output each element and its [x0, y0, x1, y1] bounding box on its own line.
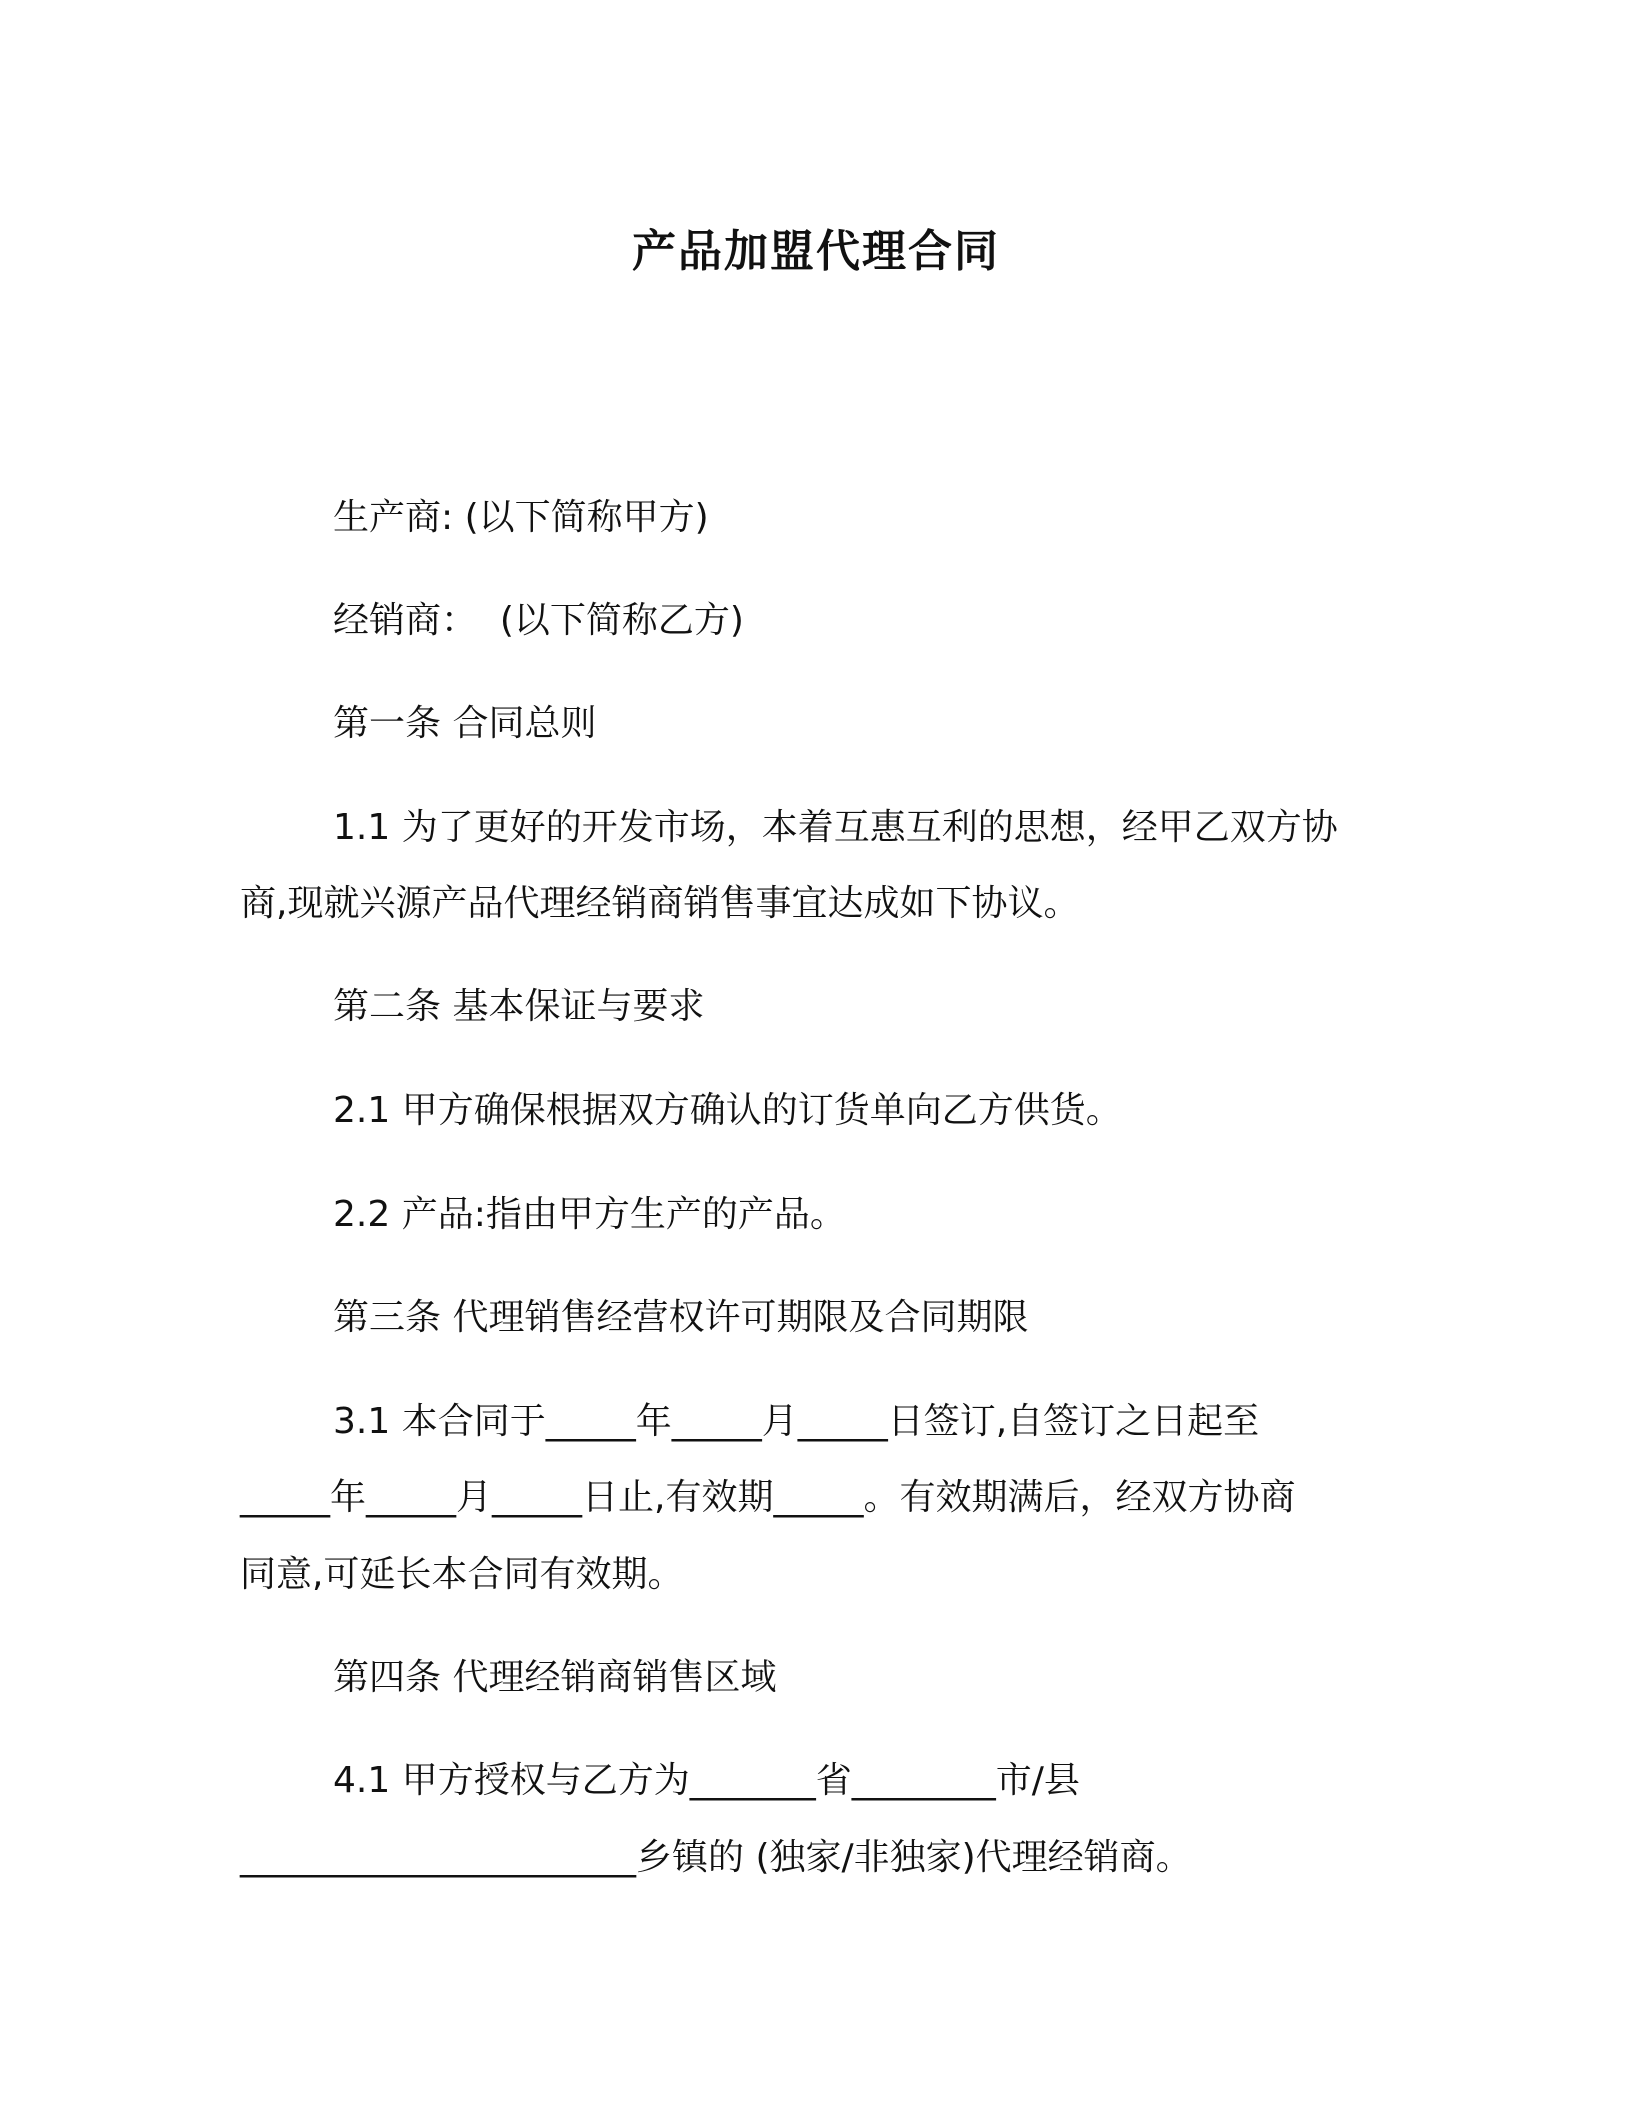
- article-4-heading: 第四条 代理经销商销售区域: [333, 1657, 777, 1698]
- distributor-line: 经销商： (以下简称乙方): [333, 600, 744, 641]
- article-1-heading: 第一条 合同总则: [333, 703, 597, 744]
- clause-3-1-line-1: 3.1 本合同于_____年_____月_____日签订,自签订之日起至: [333, 1401, 1260, 1442]
- clause-1-1-line-1: 1.1 为了更好的开发市场，本着互惠互利的思想，经甲乙双方协: [333, 807, 1338, 848]
- clause-4-1-line-1: 4.1 甲方授权与乙方为_______省________市/县: [333, 1760, 1080, 1801]
- article-2-heading: 第二条 基本保证与要求: [333, 986, 705, 1027]
- clause-3-1-line-2: _____年_____月_____日止,有效期_____。有效期满后，经双方协商: [240, 1477, 1296, 1518]
- clause-3-1-line-3: 同意,可延长本合同有效期。: [240, 1554, 684, 1595]
- manufacturer-line: 生产商: (以下简称甲方): [333, 497, 709, 538]
- document-title: 产品加盟代理合同: [632, 226, 1000, 277]
- clause-4-1-line-2: ______________________乡镇的 (独家/非独家)代理经销商。: [240, 1837, 1192, 1878]
- clause-2-1: 2.1 甲方确保根据双方确认的订货单向乙方供货。: [333, 1090, 1122, 1131]
- article-3-heading: 第三条 代理销售经营权许可期限及合同期限: [333, 1297, 1029, 1338]
- clause-2-2: 2.2 产品:指由甲方生产的产品。: [333, 1194, 846, 1235]
- clause-1-1-line-2: 商,现就兴源产品代理经销商销售事宜达成如下协议。: [240, 883, 1080, 924]
